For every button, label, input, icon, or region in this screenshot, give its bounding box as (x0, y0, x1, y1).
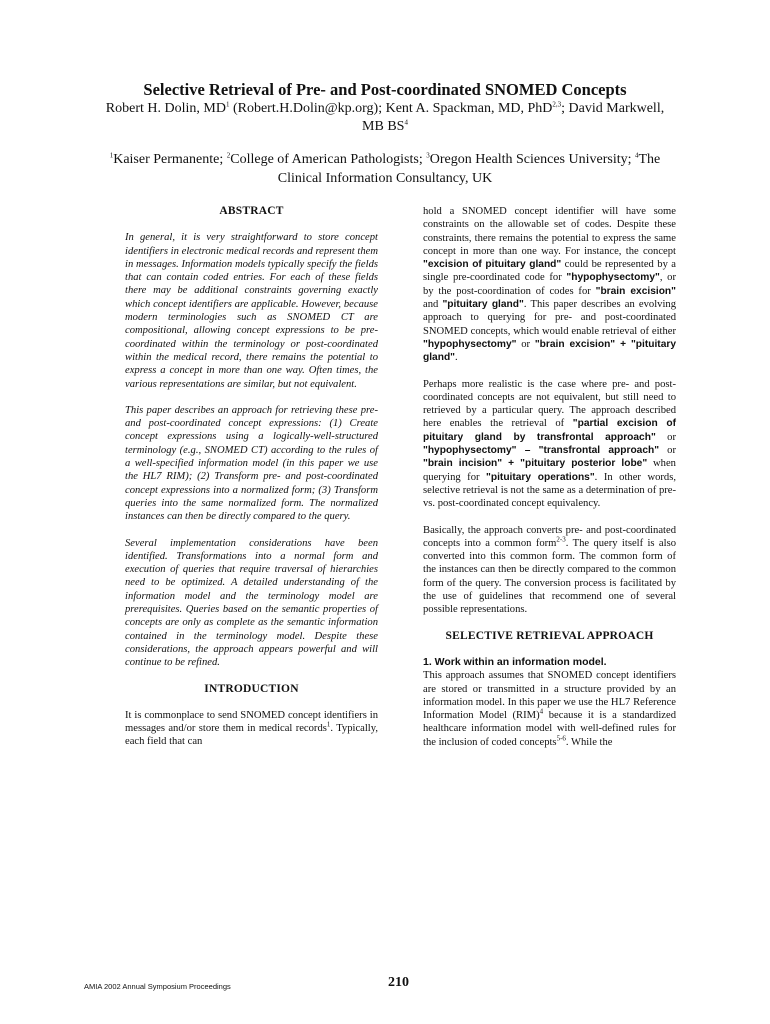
term: "excision of pituitary gland" (423, 259, 562, 271)
right-column (423, 205, 676, 762)
p4-text: . While the (565, 736, 613, 748)
citation: 4 (539, 707, 544, 716)
intro-citation: 1 (326, 720, 331, 729)
abstract-paragraph-1: In general, it is very straightforward to store concept identifiers in electronic medical records and represent them in messages. Information models typically specify the fields that can contain coded entries. For each of these fields there may be additional constraints governing exactly which concept identifiers are applicable. However, because modern terminologies such as SNOMED CT are compositional, allowing concept expressions to be pre-coordinated within the terminology or post-coordinated within the medical record, there remains the potential to express a concept in more than one way. Often times, the various representations are similar, but not equivalent. (125, 232, 378, 390)
p2-text: or (655, 431, 676, 443)
affil-2: College of American Pathologists; (230, 152, 427, 167)
citation: 2-3 (556, 535, 566, 544)
affil-1: Kaiser Permanente; (113, 152, 227, 167)
intro-text-b: . Typically, each field that can (125, 723, 379, 748)
introduction-heading: INTRODUCTION (204, 682, 299, 695)
page-number: 210 (388, 975, 409, 990)
right-paragraph-1 (423, 205, 676, 365)
author-3: ; David Markwell, MB BS (362, 101, 665, 134)
subsection-1-heading: 1. Work within an information model. (423, 655, 607, 668)
affil-sup-1: 1 (109, 151, 114, 160)
term: "hypophysectomy" (423, 338, 517, 350)
term: "pituitary operations" (486, 471, 595, 483)
p1-text: could be represented by a single pre-coordinated code for (423, 259, 676, 284)
author-line (95, 100, 675, 136)
citation: 5-6 (556, 734, 566, 743)
p4-text: This approach assumes that SNOMED concept identifiers are stored or transmitted in a structure provided by an information model. In this paper we use the HL7 Reference Information Model (RIM) (423, 670, 676, 722)
affiliations (95, 150, 675, 188)
right-paragraph-4 (423, 669, 676, 749)
term: "brain excision" + "pituitary gland" (423, 338, 676, 364)
right-paragraph-2 (423, 378, 676, 511)
p1-text: and (423, 299, 443, 311)
term: "hypophysectomy" (566, 272, 660, 284)
author-1-sup: 1 (225, 100, 230, 109)
author-2-sup: 2,3 (552, 100, 562, 109)
p3-text: Basically, the approach converts pre- and post-coordinated concepts into a common form (423, 524, 676, 549)
abstract-paragraph-2: This paper describes an approach for retrieving these pre- and post-coordinated concept expressions: (1) Create concept expressions using a logically-well-structured terminology (e.g., SNOMED CT) according to the rules of a well-specified information model (in this paper we use the HL7 RIM); (2) Transform pre- and post-coordinated concept expressions into a normalized form; (3) Transform queries into the same normalized form. The normalized instances can then be directly compared to the query. (125, 404, 378, 523)
p1-text: hold a SNOMED concept identifier will have some constraints on the allowable set of codes. Despite these constraints, there remains the potential to express the same concept in more than one way. For instance, the concept (423, 206, 676, 257)
term: "brain incision" + "pituitary posterior lobe" (423, 458, 648, 470)
affil-sup-4: 4 (635, 151, 639, 160)
p2-text: when querying for (423, 458, 676, 483)
p1-text: or (516, 338, 535, 350)
author-3-sup: 4 (404, 118, 408, 127)
p1-text: . (455, 352, 458, 364)
affil-sup-2: 2 (226, 151, 231, 160)
term: "hypophysectomy" – "transfrontal approach" (423, 445, 660, 457)
affil-3: Oregon Health Sciences University; (429, 152, 635, 167)
affil-4: The Clinical Information Consultancy, UK (277, 152, 661, 186)
abstract-heading: ABSTRACT (219, 205, 284, 217)
p2-text: Perhaps more realistic is the case where pre- and post-coordinated concepts are not equivalent, but still need to retrieved by a particular query. The approach described here enables the retrieval of (423, 378, 676, 430)
abstract-paragraph-3: Several implementation considerations have been identified. Transformations into a normal form and execution of queries that require traversal of hierarchies need to be optimized. A detailed understanding of the information model and the terminology model are prerequisites. Queries based on the semantic properties of concepts are only as complete as the semantic information contained in the terminology model. Despite these considerations, the approach appears powerful and will continue to be refined. (125, 537, 378, 669)
p3-text: . The query itself is also converted into this common form. The common form of the instances can then be directly compared to the common form of the query. The conversion process is facilitated by the use of guidelines that recommend one of several possible representations. (423, 537, 676, 616)
right-paragraph-3 (423, 524, 676, 617)
paper-title: Selective Retrieval of Pre- and Post-coordinated SNOMED Concepts (143, 80, 627, 99)
term: "partial excision of pituitary gland by transfrontal approach" (423, 418, 677, 443)
p4-text: because it is a standardized healthcare information model with well-defined rules for the inclusion of coded concepts (423, 710, 676, 748)
p2-text: . In other words, selective retrieval is not the same as a determination of pre- vs. post-coordinated concept equivalency. (423, 471, 676, 510)
affil-sup-3: 3 (426, 151, 430, 160)
p1-text: . This paper describes an evolving approach to querying for pre- and post-coordinated SNOMED concepts, which would enable retrieval of either (423, 299, 677, 337)
p1-text: , or by the post-coordination of codes for (423, 272, 677, 297)
author-1-email: (Robert.H.Dolin@kp.org); Kent A. Spackman, MD, PhD (229, 101, 553, 116)
author-1: Robert H. Dolin, MD (105, 101, 226, 116)
left-column (125, 205, 378, 762)
selective-retrieval-heading: SELECTIVE RETRIEVAL APPROACH (445, 629, 654, 642)
proceedings-footer: AMIA 2002 Annual Symposium Proceedings (84, 982, 231, 991)
introduction-paragraph-1 (125, 709, 378, 749)
p2-text: or (659, 445, 677, 457)
term: "brain excision" (595, 285, 676, 297)
term: "pituitary gland" (442, 299, 524, 311)
intro-text-a: It is commonplace to send SNOMED concept identifiers in messages and/or store them in medical records (125, 709, 378, 735)
